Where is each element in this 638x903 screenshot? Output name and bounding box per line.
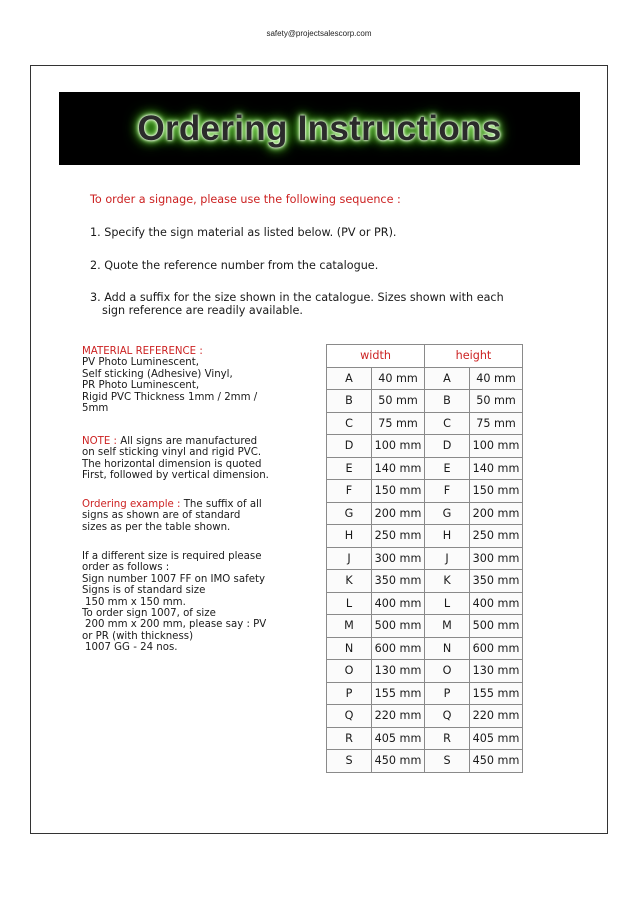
width-suffix-cell: R [327, 727, 372, 750]
height-size-cell: 130 mm [470, 660, 523, 683]
header-email: safety@projectsalescorp.com [266, 29, 372, 38]
table-row [327, 367, 523, 390]
note-line: on self sticking vinyl and rigid PVC. [82, 447, 262, 459]
height-suffix-cell: C [425, 412, 470, 435]
table-row [327, 525, 523, 548]
width-size-cell: 600 mm [372, 637, 425, 660]
height-suffix-cell: H [425, 525, 470, 548]
height-size-cell: 500 mm [470, 615, 523, 638]
width-column-header: width [327, 345, 425, 368]
width-size-cell: 220 mm [372, 705, 425, 728]
table-row [327, 547, 523, 570]
height-size-cell: 405 mm [470, 727, 523, 750]
height-size-cell: 155 mm [470, 682, 523, 705]
size-suffix-table [326, 344, 523, 773]
material-line: 5mm [82, 403, 109, 415]
height-suffix-cell: R [425, 727, 470, 750]
height-suffix-cell: G [425, 502, 470, 525]
height-suffix-cell: Q [425, 705, 470, 728]
width-suffix-cell: A [327, 367, 372, 390]
width-suffix-cell: E [327, 457, 372, 480]
custom-size-line: Signs is of standard size [82, 585, 206, 597]
height-suffix-cell: A [425, 367, 470, 390]
table-row [327, 502, 523, 525]
width-suffix-cell: D [327, 435, 372, 458]
height-size-cell: 150 mm [470, 480, 523, 503]
table-row [327, 480, 523, 503]
height-suffix-cell: P [425, 682, 470, 705]
width-suffix-cell: J [327, 547, 372, 570]
height-size-cell: 350 mm [470, 570, 523, 593]
table-row [327, 705, 523, 728]
table-row [327, 412, 523, 435]
table-row [327, 727, 523, 750]
size-table-body [327, 367, 523, 772]
table-row [327, 435, 523, 458]
table-row [327, 750, 523, 773]
height-size-cell: 50 mm [470, 390, 523, 413]
height-suffix-cell: J [425, 547, 470, 570]
note-line: First, followed by vertical dimension. [82, 470, 269, 482]
material-reference-block [82, 346, 314, 414]
note-line: The horizontal dimension is quoted [82, 458, 262, 470]
width-size-cell: 100 mm [372, 435, 425, 458]
width-suffix-cell: C [327, 412, 372, 435]
width-size-cell: 405 mm [372, 727, 425, 750]
page-title: Ordering Instructions [137, 108, 502, 148]
width-suffix-cell: L [327, 592, 372, 615]
width-size-cell: 300 mm [372, 547, 425, 570]
width-suffix-cell: H [327, 525, 372, 548]
height-size-cell: 75 mm [470, 412, 523, 435]
table-row [327, 570, 523, 593]
table-row [327, 615, 523, 638]
width-suffix-cell: N [327, 637, 372, 660]
width-size-cell: 200 mm [372, 502, 425, 525]
width-size-cell: 140 mm [372, 457, 425, 480]
instructions-heading: To order a signage, please use the following sequence : [90, 193, 401, 206]
height-suffix-cell: K [425, 570, 470, 593]
height-suffix-cell: M [425, 615, 470, 638]
custom-size-block [82, 551, 314, 654]
height-suffix-cell: L [425, 592, 470, 615]
material-line: Rigid PVC Thickness 1mm / 2mm / [82, 391, 258, 403]
custom-size-line: 150 mm x 150 mm. [85, 596, 186, 608]
custom-size-line: 200 mm x 200 mm, please say : PV [85, 619, 267, 631]
height-suffix-cell: D [425, 435, 470, 458]
width-size-cell: 40 mm [372, 367, 425, 390]
table-row [327, 660, 523, 683]
instruction-step-3-continued: sign reference are readily available. [102, 304, 303, 317]
note-label: NOTE : [82, 436, 117, 447]
height-suffix-cell: E [425, 457, 470, 480]
height-size-cell: 220 mm [470, 705, 523, 728]
height-size-cell: 140 mm [470, 457, 523, 480]
width-suffix-cell: S [327, 750, 372, 773]
table-row [327, 457, 523, 480]
width-size-cell: 400 mm [372, 592, 425, 615]
material-line: Self sticking (Adhesive) Vinyl, [82, 368, 233, 380]
table-row [327, 637, 523, 660]
height-size-cell: 300 mm [470, 547, 523, 570]
note-line [82, 436, 314, 447]
height-suffix-cell: B [425, 390, 470, 413]
width-suffix-cell: Q [327, 705, 372, 728]
height-size-cell: 100 mm [470, 435, 523, 458]
width-size-cell: 150 mm [372, 480, 425, 503]
table-row [327, 390, 523, 413]
width-size-cell: 500 mm [372, 615, 425, 638]
width-suffix-cell: O [327, 660, 372, 683]
table-row [327, 592, 523, 615]
width-suffix-cell: K [327, 570, 372, 593]
instruction-step-2: 2. Quote the reference number from the catalogue. [90, 259, 379, 272]
custom-size-line: or PR (with thickness) [82, 630, 194, 642]
instruction-step-3: 3. Add a suffix for the size shown in the catalogue. Sizes shown with each [90, 291, 504, 304]
width-size-cell: 350 mm [372, 570, 425, 593]
material-line: PV Photo Luminescent, [82, 357, 199, 369]
instruction-step-1: 1. Specify the sign material as listed below. (PV or PR). [90, 226, 397, 239]
width-size-cell: 155 mm [372, 682, 425, 705]
width-suffix-cell: G [327, 502, 372, 525]
ordering-example-line: sizes as per the table shown. [82, 521, 231, 533]
ordering-example-label: Ordering example : [82, 499, 181, 510]
title-banner [59, 92, 580, 165]
custom-size-line: 1007 GG - 24 nos. [85, 642, 178, 654]
height-size-cell: 200 mm [470, 502, 523, 525]
height-suffix-cell: S [425, 750, 470, 773]
note-text: All signs are manufactured [116, 436, 258, 447]
height-size-cell: 600 mm [470, 637, 523, 660]
height-size-cell: 250 mm [470, 525, 523, 548]
height-size-cell: 400 mm [470, 592, 523, 615]
height-suffix-cell: N [425, 637, 470, 660]
ordering-example-line: signs as shown are of standard [82, 510, 241, 522]
width-size-cell: 130 mm [372, 660, 425, 683]
height-suffix-cell: O [425, 660, 470, 683]
height-size-cell: 450 mm [470, 750, 523, 773]
custom-size-line: If a different size is required please [82, 551, 262, 562]
note-block [82, 436, 314, 482]
custom-size-line: order as follows : [82, 562, 170, 574]
width-size-cell: 250 mm [372, 525, 425, 548]
width-size-cell: 450 mm [372, 750, 425, 773]
height-size-cell: 40 mm [470, 367, 523, 390]
width-size-cell: 50 mm [372, 390, 425, 413]
table-row [327, 682, 523, 705]
table-header-row [327, 345, 523, 368]
material-reference-heading: MATERIAL REFERENCE : [82, 346, 203, 357]
height-suffix-cell: F [425, 480, 470, 503]
width-suffix-cell: M [327, 615, 372, 638]
height-column-header: height [425, 345, 523, 368]
width-size-cell: 75 mm [372, 412, 425, 435]
custom-size-line: Sign number 1007 FF on IMO safety [82, 573, 265, 585]
ordering-example-text: The suffix of all [180, 499, 262, 510]
ordering-example-line [82, 499, 314, 510]
width-suffix-cell: B [327, 390, 372, 413]
custom-size-line: To order sign 1007, of size [82, 608, 216, 620]
width-suffix-cell: P [327, 682, 372, 705]
width-suffix-cell: F [327, 480, 372, 503]
material-line: PR Photo Luminescent, [82, 380, 200, 392]
ordering-example-block [82, 499, 314, 533]
